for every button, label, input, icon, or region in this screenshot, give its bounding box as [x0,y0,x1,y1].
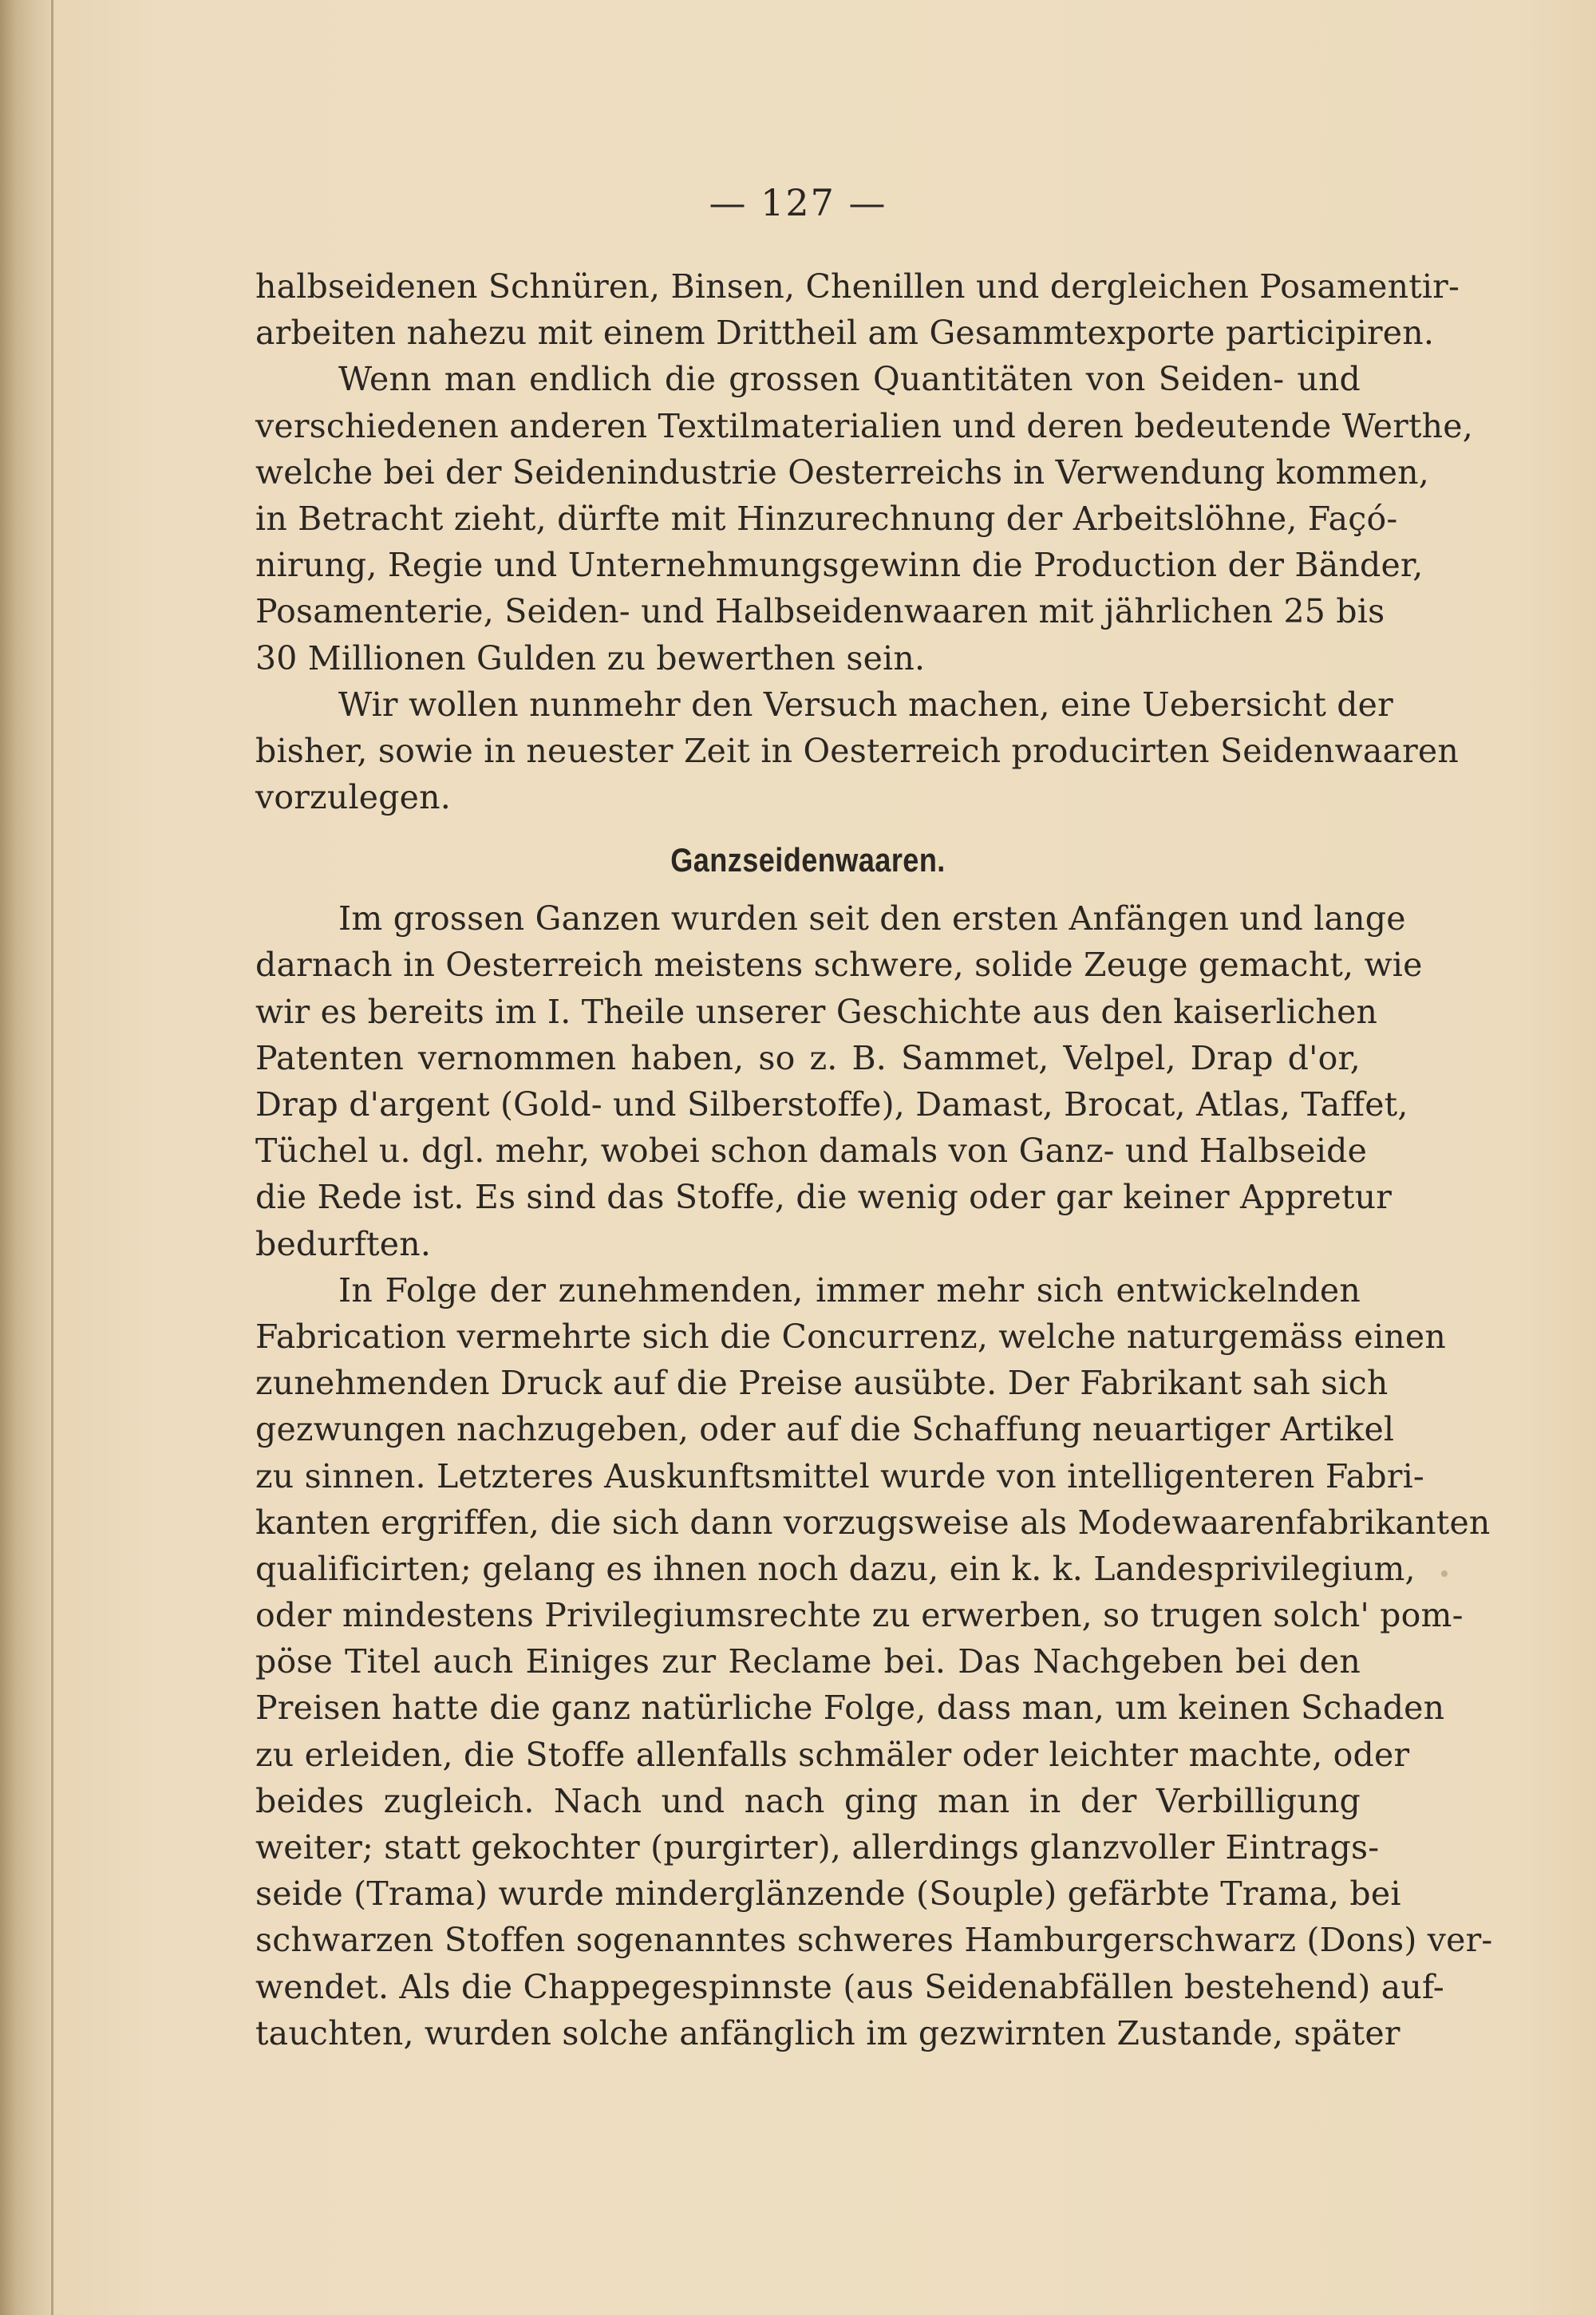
text-line: zunehmenden Druck auf die Preise ausübte. Der Fabrikant sah sich [255,1364,1389,1403]
text-line: Wenn man endlich die grossen Quantitäten von Seiden- und [338,360,1361,399]
text-line: seide (Trama) wurde minderglänzende (Souple) gefärbte Trama, bei [255,1875,1401,1914]
text-line: kanten ergriffen, die sich dann vorzugsweise als Modewaarenfabrikanten [255,1503,1491,1542]
text-line: Tüchel u. dgl. mehr, wobei schon damals von Ganz- und Halbseide [255,1132,1368,1171]
page-number: — 127 — [709,181,887,224]
text-line: tauchten, wurden solche anfänglich im gezwirnten Zustande, später [255,2013,1400,2052]
text-line: weiter; statt gekochter (purgirter), allerdings glanzvoller Eintrags- [255,1828,1380,1867]
section-heading: Ganzseidenwaaren. [670,841,946,879]
text-line: Drap d'argent (Gold- und Silberstoffe), Damast, Brocat, Atlas, Taffet, [255,1085,1408,1124]
text-line: gezwungen nachzugeben, oder auf die Schaffung neuartiger Artikel [255,1410,1395,1449]
text-line: halbseidenen Schnüren, Binsen, Chenillen und dergleichen Posamentir- [255,267,1460,306]
text-line: bedurften. [255,1224,432,1263]
text-line: arbeiten nahezu mit einem Drittheil am Gesammtexporte participiren. [255,314,1435,353]
text-line: verschiedenen anderen Textilmaterialien und deren bedeutende Werthe, [255,406,1473,445]
text-line: darnach in Oesterreich meistens schwere, solide Zeuge gemacht, wie [255,946,1423,985]
text-line: welche bei der Seidenindustrie Oesterreichs in Verwendung kommen, [255,452,1430,492]
text-line: 30 Millionen Gulden zu bewerthen sein. [255,638,926,678]
text-line: die Rede ist. Es sind das Stoffe, die wenig oder gar keiner Appretur [255,1178,1393,1217]
text-line: nirung, Regie und Unternehmungsgewinn die Production der Bänder, [255,546,1424,585]
text-line: pöse Titel auch Einiges zur Reclame bei. Das Nachgeben bei den [255,1642,1361,1681]
text-line: zu erleiden, die Stoffe allenfalls schmäler oder leichter machte, oder [255,1735,1410,1774]
text-line: Fabrication vermehrte sich die Concurrenz, welche naturgemäss einen [255,1317,1446,1356]
text-line: Posamenterie, Seiden- und Halbseidenwaaren mit jährlichen 25 bis [255,592,1385,631]
text-line: Wir wollen nunmehr den Versuch machen, eine Uebersicht der [338,685,1393,724]
text-line: qualificirten; gelang es ihnen noch dazu, ein k. k. Landesprivilegium, [255,1549,1416,1588]
body-text [255,263,1493,2056]
text-line: in Betracht zieht, dürfte mit Hinzurechnung der Arbeitslöhne, Façó- [255,499,1398,538]
text-line: Preisen hatte die ganz natürliche Folge, dass man, um keinen Schaden [255,1689,1445,1728]
text-line: vorzulegen. [255,778,451,817]
text-line: zu sinnen. Letzteres Auskunftsmittel wurde von intelligenteren Fabri- [255,1456,1424,1495]
text-line: Patenten vernommen haben, so z. B. Sammet, Velpel, Drap d'or, [255,1038,1361,1077]
text-line: wendet. Als die Chappegespinnste (aus Seidenabfällen bestehend) auf- [255,1967,1444,2006]
text-line: wir es bereits im I. Theile unserer Geschichte aus den kaiserlichen [255,992,1378,1031]
text-line: oder mindestens Privilegiumsrechte zu erwerben, so trugen solch' pom- [255,1596,1464,1635]
page-gutter [0,0,54,2315]
text-line: beides zugleich. Nach und nach ging man in der Verbilligung [255,1781,1361,1820]
text-line: Im grossen Ganzen wurden seit den ersten Anfängen und lange [338,899,1406,938]
text-line: bisher, sowie in neuester Zeit in Oesterreich producirten Seidenwaaren [255,731,1459,770]
binding-edge [51,0,53,2315]
text-line: In Folge der zunehmenden, immer mehr sich entwickelnden [338,1270,1361,1310]
paper-speck [1441,1570,1448,1577]
text-line: schwarzen Stoffen sogenanntes schweres Hamburgerschwarz (Dons) ver- [255,1921,1493,1960]
